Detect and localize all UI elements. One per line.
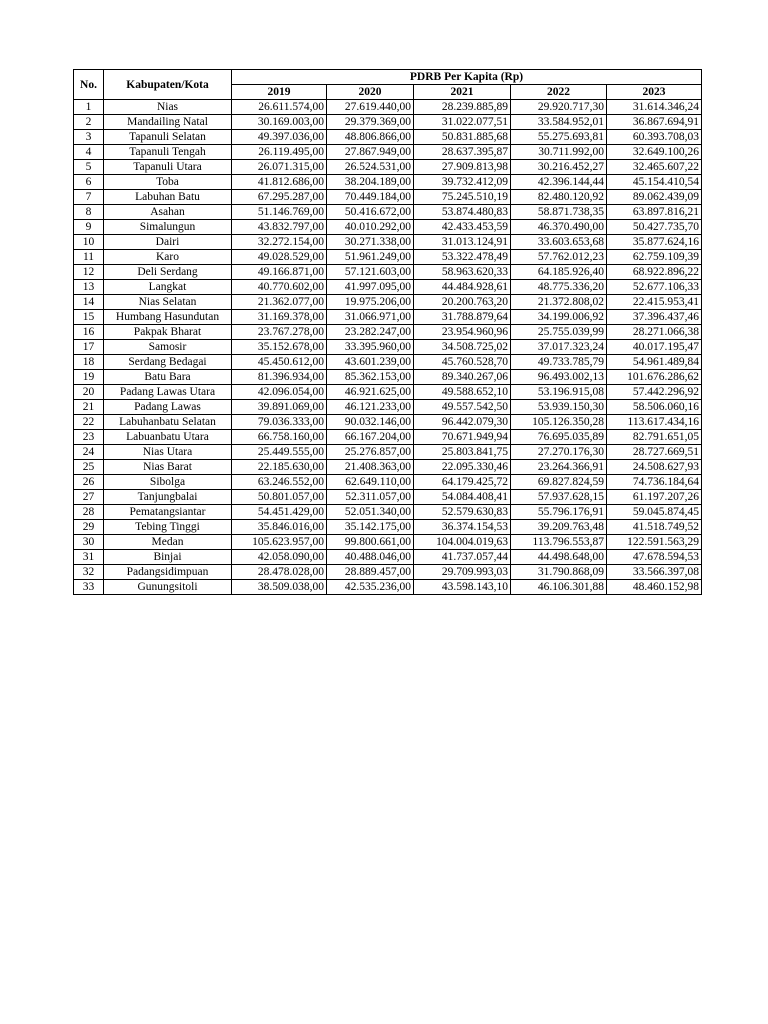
value-2022: 48.775.336,20 bbox=[511, 280, 607, 295]
table-row bbox=[74, 460, 702, 475]
row-number: 16 bbox=[74, 325, 104, 340]
table-row bbox=[74, 250, 702, 265]
header-year: 2020 bbox=[327, 85, 414, 100]
region-name: Samosir bbox=[104, 340, 232, 355]
value-2021: 39.732.412,09 bbox=[414, 175, 511, 190]
value-2019: 26.611.574,00 bbox=[232, 100, 327, 115]
row-number: 3 bbox=[74, 130, 104, 145]
row-number: 32 bbox=[74, 565, 104, 580]
value-2023: 31.614.346,24 bbox=[607, 100, 702, 115]
table-row bbox=[74, 115, 702, 130]
value-2020: 41.997.095,00 bbox=[327, 280, 414, 295]
value-2020: 38.204.189,00 bbox=[327, 175, 414, 190]
table-body bbox=[74, 100, 702, 595]
value-2021: 44.484.928,61 bbox=[414, 280, 511, 295]
value-2022: 30.711.992,00 bbox=[511, 145, 607, 160]
value-2020: 27.867.949,00 bbox=[327, 145, 414, 160]
value-2022: 53.196.915,08 bbox=[511, 385, 607, 400]
value-2019: 23.767.278,00 bbox=[232, 325, 327, 340]
value-2023: 113.617.434,16 bbox=[607, 415, 702, 430]
value-2022: 34.199.006,92 bbox=[511, 310, 607, 325]
row-number: 1 bbox=[74, 100, 104, 115]
value-2019: 45.450.612,00 bbox=[232, 355, 327, 370]
value-2022: 21.372.808,02 bbox=[511, 295, 607, 310]
region-name: Tapanuli Utara bbox=[104, 160, 232, 175]
value-2023: 63.897.816,21 bbox=[607, 205, 702, 220]
region-name: Medan bbox=[104, 535, 232, 550]
value-2022: 58.871.738,35 bbox=[511, 205, 607, 220]
value-2022: 23.264.366,91 bbox=[511, 460, 607, 475]
value-2020: 26.524.531,00 bbox=[327, 160, 414, 175]
value-2021: 96.442.079,30 bbox=[414, 415, 511, 430]
table-row bbox=[74, 430, 702, 445]
value-2019: 81.396.934,00 bbox=[232, 370, 327, 385]
table-row bbox=[74, 535, 702, 550]
value-2023: 36.867.694,91 bbox=[607, 115, 702, 130]
value-2023: 54.961.489,84 bbox=[607, 355, 702, 370]
value-2021: 22.095.330,46 bbox=[414, 460, 511, 475]
value-2023: 101.676.286,62 bbox=[607, 370, 702, 385]
header-group: PDRB Per Kapita (Rp) bbox=[232, 70, 702, 85]
value-2021: 31.788.879,64 bbox=[414, 310, 511, 325]
value-2019: 67.295.287,00 bbox=[232, 190, 327, 205]
value-2019: 40.770.602,00 bbox=[232, 280, 327, 295]
region-name: Binjai bbox=[104, 550, 232, 565]
value-2020: 99.800.661,00 bbox=[327, 535, 414, 550]
region-name: Langkat bbox=[104, 280, 232, 295]
value-2022: 46.370.490,00 bbox=[511, 220, 607, 235]
value-2021: 34.508.725,02 bbox=[414, 340, 511, 355]
row-number: 17 bbox=[74, 340, 104, 355]
table-row bbox=[74, 190, 702, 205]
value-2023: 58.506.060,16 bbox=[607, 400, 702, 415]
region-name: Nias Utara bbox=[104, 445, 232, 460]
row-number: 14 bbox=[74, 295, 104, 310]
table-row bbox=[74, 520, 702, 535]
region-name: Karo bbox=[104, 250, 232, 265]
region-name: Tapanuli Tengah bbox=[104, 145, 232, 160]
value-2022: 49.733.785,79 bbox=[511, 355, 607, 370]
row-number: 23 bbox=[74, 430, 104, 445]
value-2021: 53.874.480,83 bbox=[414, 205, 511, 220]
region-name: Deli Serdang bbox=[104, 265, 232, 280]
region-name: Nias bbox=[104, 100, 232, 115]
value-2021: 53.322.478,49 bbox=[414, 250, 511, 265]
row-number: 15 bbox=[74, 310, 104, 325]
value-2022: 42.396.144,44 bbox=[511, 175, 607, 190]
value-2023: 28.271.066,38 bbox=[607, 325, 702, 340]
value-2020: 27.619.440,00 bbox=[327, 100, 414, 115]
value-2023: 82.791.651,05 bbox=[607, 430, 702, 445]
value-2020: 66.167.204,00 bbox=[327, 430, 414, 445]
value-2021: 64.179.425,72 bbox=[414, 475, 511, 490]
value-2019: 28.478.028,00 bbox=[232, 565, 327, 580]
table-row bbox=[74, 565, 702, 580]
row-number: 30 bbox=[74, 535, 104, 550]
row-number: 11 bbox=[74, 250, 104, 265]
value-2023: 52.677.106,33 bbox=[607, 280, 702, 295]
value-2022: 64.185.926,40 bbox=[511, 265, 607, 280]
value-2021: 52.579.630,83 bbox=[414, 505, 511, 520]
value-2019: 35.152.678,00 bbox=[232, 340, 327, 355]
value-2023: 50.427.735,70 bbox=[607, 220, 702, 235]
region-name: Tapanuli Selatan bbox=[104, 130, 232, 145]
pdrb-table bbox=[73, 69, 702, 595]
value-2019: 26.119.495,00 bbox=[232, 145, 327, 160]
value-2023: 37.396.437,46 bbox=[607, 310, 702, 325]
value-2021: 45.760.528,70 bbox=[414, 355, 511, 370]
value-2022: 30.216.452,27 bbox=[511, 160, 607, 175]
value-2020: 90.032.146,00 bbox=[327, 415, 414, 430]
value-2021: 42.433.453,59 bbox=[414, 220, 511, 235]
table-row bbox=[74, 400, 702, 415]
value-2019: 32.272.154,00 bbox=[232, 235, 327, 250]
row-number: 22 bbox=[74, 415, 104, 430]
value-2019: 41.812.686,00 bbox=[232, 175, 327, 190]
value-2022: 25.755.039,99 bbox=[511, 325, 607, 340]
row-number: 27 bbox=[74, 490, 104, 505]
value-2023: 24.508.627,93 bbox=[607, 460, 702, 475]
region-name: Asahan bbox=[104, 205, 232, 220]
region-name: Humbang Hasundutan bbox=[104, 310, 232, 325]
table-row bbox=[74, 355, 702, 370]
row-number: 24 bbox=[74, 445, 104, 460]
value-2021: 25.803.841,75 bbox=[414, 445, 511, 460]
row-number: 13 bbox=[74, 280, 104, 295]
value-2021: 20.200.763,20 bbox=[414, 295, 511, 310]
value-2020: 52.051.340,00 bbox=[327, 505, 414, 520]
value-2021: 89.340.267,06 bbox=[414, 370, 511, 385]
value-2020: 28.889.457,00 bbox=[327, 565, 414, 580]
value-2023: 74.736.184,64 bbox=[607, 475, 702, 490]
row-number: 7 bbox=[74, 190, 104, 205]
value-2019: 54.451.429,00 bbox=[232, 505, 327, 520]
value-2022: 96.493.002,13 bbox=[511, 370, 607, 385]
row-number: 5 bbox=[74, 160, 104, 175]
table-row bbox=[74, 145, 702, 160]
value-2019: 79.036.333,00 bbox=[232, 415, 327, 430]
row-number: 33 bbox=[74, 580, 104, 595]
header-year: 2021 bbox=[414, 85, 511, 100]
value-2023: 28.727.669,51 bbox=[607, 445, 702, 460]
table-row bbox=[74, 220, 702, 235]
region-name: Dairi bbox=[104, 235, 232, 250]
table-row bbox=[74, 580, 702, 595]
value-2022: 57.762.012,23 bbox=[511, 250, 607, 265]
value-2020: 62.649.110,00 bbox=[327, 475, 414, 490]
value-2022: 82.480.120,92 bbox=[511, 190, 607, 205]
region-name: Tebing Tinggi bbox=[104, 520, 232, 535]
row-number: 21 bbox=[74, 400, 104, 415]
value-2020: 40.488.046,00 bbox=[327, 550, 414, 565]
header-year: 2019 bbox=[232, 85, 327, 100]
value-2019: 42.058.090,00 bbox=[232, 550, 327, 565]
value-2022: 57.937.628,15 bbox=[511, 490, 607, 505]
value-2021: 49.588.652,10 bbox=[414, 385, 511, 400]
table-row bbox=[74, 415, 702, 430]
value-2023: 68.922.896,22 bbox=[607, 265, 702, 280]
row-number: 18 bbox=[74, 355, 104, 370]
table-row bbox=[74, 265, 702, 280]
value-2023: 59.045.874,45 bbox=[607, 505, 702, 520]
value-2023: 32.649.100,26 bbox=[607, 145, 702, 160]
value-2020: 70.449.184,00 bbox=[327, 190, 414, 205]
value-2019: 49.166.871,00 bbox=[232, 265, 327, 280]
value-2020: 40.010.292,00 bbox=[327, 220, 414, 235]
region-name: Pematangsiantar bbox=[104, 505, 232, 520]
value-2021: 49.557.542,50 bbox=[414, 400, 511, 415]
value-2019: 35.846.016,00 bbox=[232, 520, 327, 535]
value-2020: 30.271.338,00 bbox=[327, 235, 414, 250]
value-2019: 38.509.038,00 bbox=[232, 580, 327, 595]
table-row bbox=[74, 160, 702, 175]
value-2022: 55.796.176,91 bbox=[511, 505, 607, 520]
value-2021: 43.598.143,10 bbox=[414, 580, 511, 595]
value-2021: 27.909.813,98 bbox=[414, 160, 511, 175]
value-2020: 46.121.233,00 bbox=[327, 400, 414, 415]
value-2023: 62.759.109,39 bbox=[607, 250, 702, 265]
value-2019: 31.169.378,00 bbox=[232, 310, 327, 325]
header-no: No. bbox=[74, 70, 104, 100]
value-2021: 28.637.395,87 bbox=[414, 145, 511, 160]
value-2020: 35.142.175,00 bbox=[327, 520, 414, 535]
value-2022: 55.275.693,81 bbox=[511, 130, 607, 145]
value-2021: 54.084.408,41 bbox=[414, 490, 511, 505]
value-2020: 42.535.236,00 bbox=[327, 580, 414, 595]
value-2023: 22.415.953,41 bbox=[607, 295, 702, 310]
region-name: Simalungun bbox=[104, 220, 232, 235]
value-2020: 52.311.057,00 bbox=[327, 490, 414, 505]
table-row bbox=[74, 205, 702, 220]
row-number: 9 bbox=[74, 220, 104, 235]
value-2019: 22.185.630,00 bbox=[232, 460, 327, 475]
value-2022: 53.939.150,30 bbox=[511, 400, 607, 415]
region-name: Sibolga bbox=[104, 475, 232, 490]
value-2019: 39.891.069,00 bbox=[232, 400, 327, 415]
region-name: Labuhanbatu Selatan bbox=[104, 415, 232, 430]
region-name: Pakpak Bharat bbox=[104, 325, 232, 340]
table-row bbox=[74, 385, 702, 400]
value-2023: 35.877.624,16 bbox=[607, 235, 702, 250]
row-number: 26 bbox=[74, 475, 104, 490]
value-2019: 66.758.160,00 bbox=[232, 430, 327, 445]
value-2020: 29.379.369,00 bbox=[327, 115, 414, 130]
value-2019: 30.169.003,00 bbox=[232, 115, 327, 130]
value-2022: 69.827.824,59 bbox=[511, 475, 607, 490]
row-number: 12 bbox=[74, 265, 104, 280]
region-name: Serdang Bedagai bbox=[104, 355, 232, 370]
value-2023: 57.442.296,92 bbox=[607, 385, 702, 400]
value-2019: 51.146.769,00 bbox=[232, 205, 327, 220]
region-name: Gunungsitoli bbox=[104, 580, 232, 595]
value-2019: 42.096.054,00 bbox=[232, 385, 327, 400]
value-2019: 49.028.529,00 bbox=[232, 250, 327, 265]
table-row bbox=[74, 370, 702, 385]
row-number: 20 bbox=[74, 385, 104, 400]
value-2019: 43.832.797,00 bbox=[232, 220, 327, 235]
value-2022: 39.209.763,48 bbox=[511, 520, 607, 535]
value-2021: 36.374.154,53 bbox=[414, 520, 511, 535]
value-2021: 29.709.993,03 bbox=[414, 565, 511, 580]
region-name: Mandailing Natal bbox=[104, 115, 232, 130]
region-name: Padangsidimpuan bbox=[104, 565, 232, 580]
table-row bbox=[74, 325, 702, 340]
region-name: Nias Selatan bbox=[104, 295, 232, 310]
value-2023: 45.154.410,54 bbox=[607, 175, 702, 190]
value-2021: 50.831.885,68 bbox=[414, 130, 511, 145]
value-2020: 25.276.857,00 bbox=[327, 445, 414, 460]
row-number: 19 bbox=[74, 370, 104, 385]
value-2022: 37.017.323,24 bbox=[511, 340, 607, 355]
value-2023: 47.678.594,53 bbox=[607, 550, 702, 565]
value-2020: 50.416.672,00 bbox=[327, 205, 414, 220]
header-region: Kabupaten/Kota bbox=[104, 70, 232, 100]
value-2023: 41.518.749,52 bbox=[607, 520, 702, 535]
value-2023: 33.566.397,08 bbox=[607, 565, 702, 580]
value-2020: 51.961.249,00 bbox=[327, 250, 414, 265]
value-2022: 113.796.553,87 bbox=[511, 535, 607, 550]
row-number: 29 bbox=[74, 520, 104, 535]
value-2021: 70.671.949,94 bbox=[414, 430, 511, 445]
row-number: 31 bbox=[74, 550, 104, 565]
value-2019: 25.449.555,00 bbox=[232, 445, 327, 460]
table-row bbox=[74, 100, 702, 115]
value-2021: 28.239.885,89 bbox=[414, 100, 511, 115]
row-number: 25 bbox=[74, 460, 104, 475]
value-2022: 31.790.868,09 bbox=[511, 565, 607, 580]
row-number: 8 bbox=[74, 205, 104, 220]
value-2023: 60.393.708,03 bbox=[607, 130, 702, 145]
region-name: Padang Lawas bbox=[104, 400, 232, 415]
table-row bbox=[74, 295, 702, 310]
value-2019: 49.397.036,00 bbox=[232, 130, 327, 145]
value-2022: 76.695.035,89 bbox=[511, 430, 607, 445]
row-number: 28 bbox=[74, 505, 104, 520]
value-2021: 58.963.620,33 bbox=[414, 265, 511, 280]
region-name: Labuhan Batu bbox=[104, 190, 232, 205]
value-2022: 46.106.301,88 bbox=[511, 580, 607, 595]
value-2020: 31.066.971,00 bbox=[327, 310, 414, 325]
value-2021: 31.022.077,51 bbox=[414, 115, 511, 130]
value-2021: 41.737.057,44 bbox=[414, 550, 511, 565]
value-2023: 89.062.439,09 bbox=[607, 190, 702, 205]
value-2019: 21.362.077,00 bbox=[232, 295, 327, 310]
table-row bbox=[74, 475, 702, 490]
value-2020: 21.408.363,00 bbox=[327, 460, 414, 475]
value-2022: 44.498.648,00 bbox=[511, 550, 607, 565]
table-row bbox=[74, 490, 702, 505]
value-2020: 43.601.239,00 bbox=[327, 355, 414, 370]
value-2022: 29.920.717,30 bbox=[511, 100, 607, 115]
value-2019: 26.071.315,00 bbox=[232, 160, 327, 175]
table-row bbox=[74, 310, 702, 325]
value-2020: 19.975.206,00 bbox=[327, 295, 414, 310]
value-2020: 48.806.866,00 bbox=[327, 130, 414, 145]
region-name: Tanjungbalai bbox=[104, 490, 232, 505]
table-row bbox=[74, 505, 702, 520]
region-name: Labuanbatu Utara bbox=[104, 430, 232, 445]
value-2022: 33.603.653,68 bbox=[511, 235, 607, 250]
value-2023: 32.465.607,22 bbox=[607, 160, 702, 175]
value-2019: 63.246.552,00 bbox=[232, 475, 327, 490]
table-row bbox=[74, 235, 702, 250]
value-2022: 105.126.350,28 bbox=[511, 415, 607, 430]
value-2023: 61.197.207,26 bbox=[607, 490, 702, 505]
value-2020: 57.121.603,00 bbox=[327, 265, 414, 280]
row-number: 6 bbox=[74, 175, 104, 190]
region-name: Batu Bara bbox=[104, 370, 232, 385]
table-row bbox=[74, 175, 702, 190]
value-2023: 48.460.152,98 bbox=[607, 580, 702, 595]
value-2020: 23.282.247,00 bbox=[327, 325, 414, 340]
table-row bbox=[74, 445, 702, 460]
row-number: 4 bbox=[74, 145, 104, 160]
value-2022: 27.270.176,30 bbox=[511, 445, 607, 460]
header-year: 2022 bbox=[511, 85, 607, 100]
value-2019: 50.801.057,00 bbox=[232, 490, 327, 505]
value-2020: 46.921.625,00 bbox=[327, 385, 414, 400]
value-2023: 40.017.195,47 bbox=[607, 340, 702, 355]
value-2021: 75.245.510,19 bbox=[414, 190, 511, 205]
value-2021: 31.013.124,91 bbox=[414, 235, 511, 250]
table-row bbox=[74, 280, 702, 295]
region-name: Toba bbox=[104, 175, 232, 190]
value-2021: 23.954.960,96 bbox=[414, 325, 511, 340]
value-2023: 122.591.563,29 bbox=[607, 535, 702, 550]
table-header bbox=[74, 70, 702, 100]
table-row bbox=[74, 550, 702, 565]
row-number: 2 bbox=[74, 115, 104, 130]
value-2020: 85.362.153,00 bbox=[327, 370, 414, 385]
region-name: Padang Lawas Utara bbox=[104, 385, 232, 400]
value-2019: 105.623.957,00 bbox=[232, 535, 327, 550]
table-row bbox=[74, 340, 702, 355]
region-name: Nias Barat bbox=[104, 460, 232, 475]
header-year: 2023 bbox=[607, 85, 702, 100]
row-number: 10 bbox=[74, 235, 104, 250]
table-row bbox=[74, 130, 702, 145]
value-2020: 33.395.960,00 bbox=[327, 340, 414, 355]
value-2021: 104.004.019,63 bbox=[414, 535, 511, 550]
value-2022: 33.584.952,01 bbox=[511, 115, 607, 130]
